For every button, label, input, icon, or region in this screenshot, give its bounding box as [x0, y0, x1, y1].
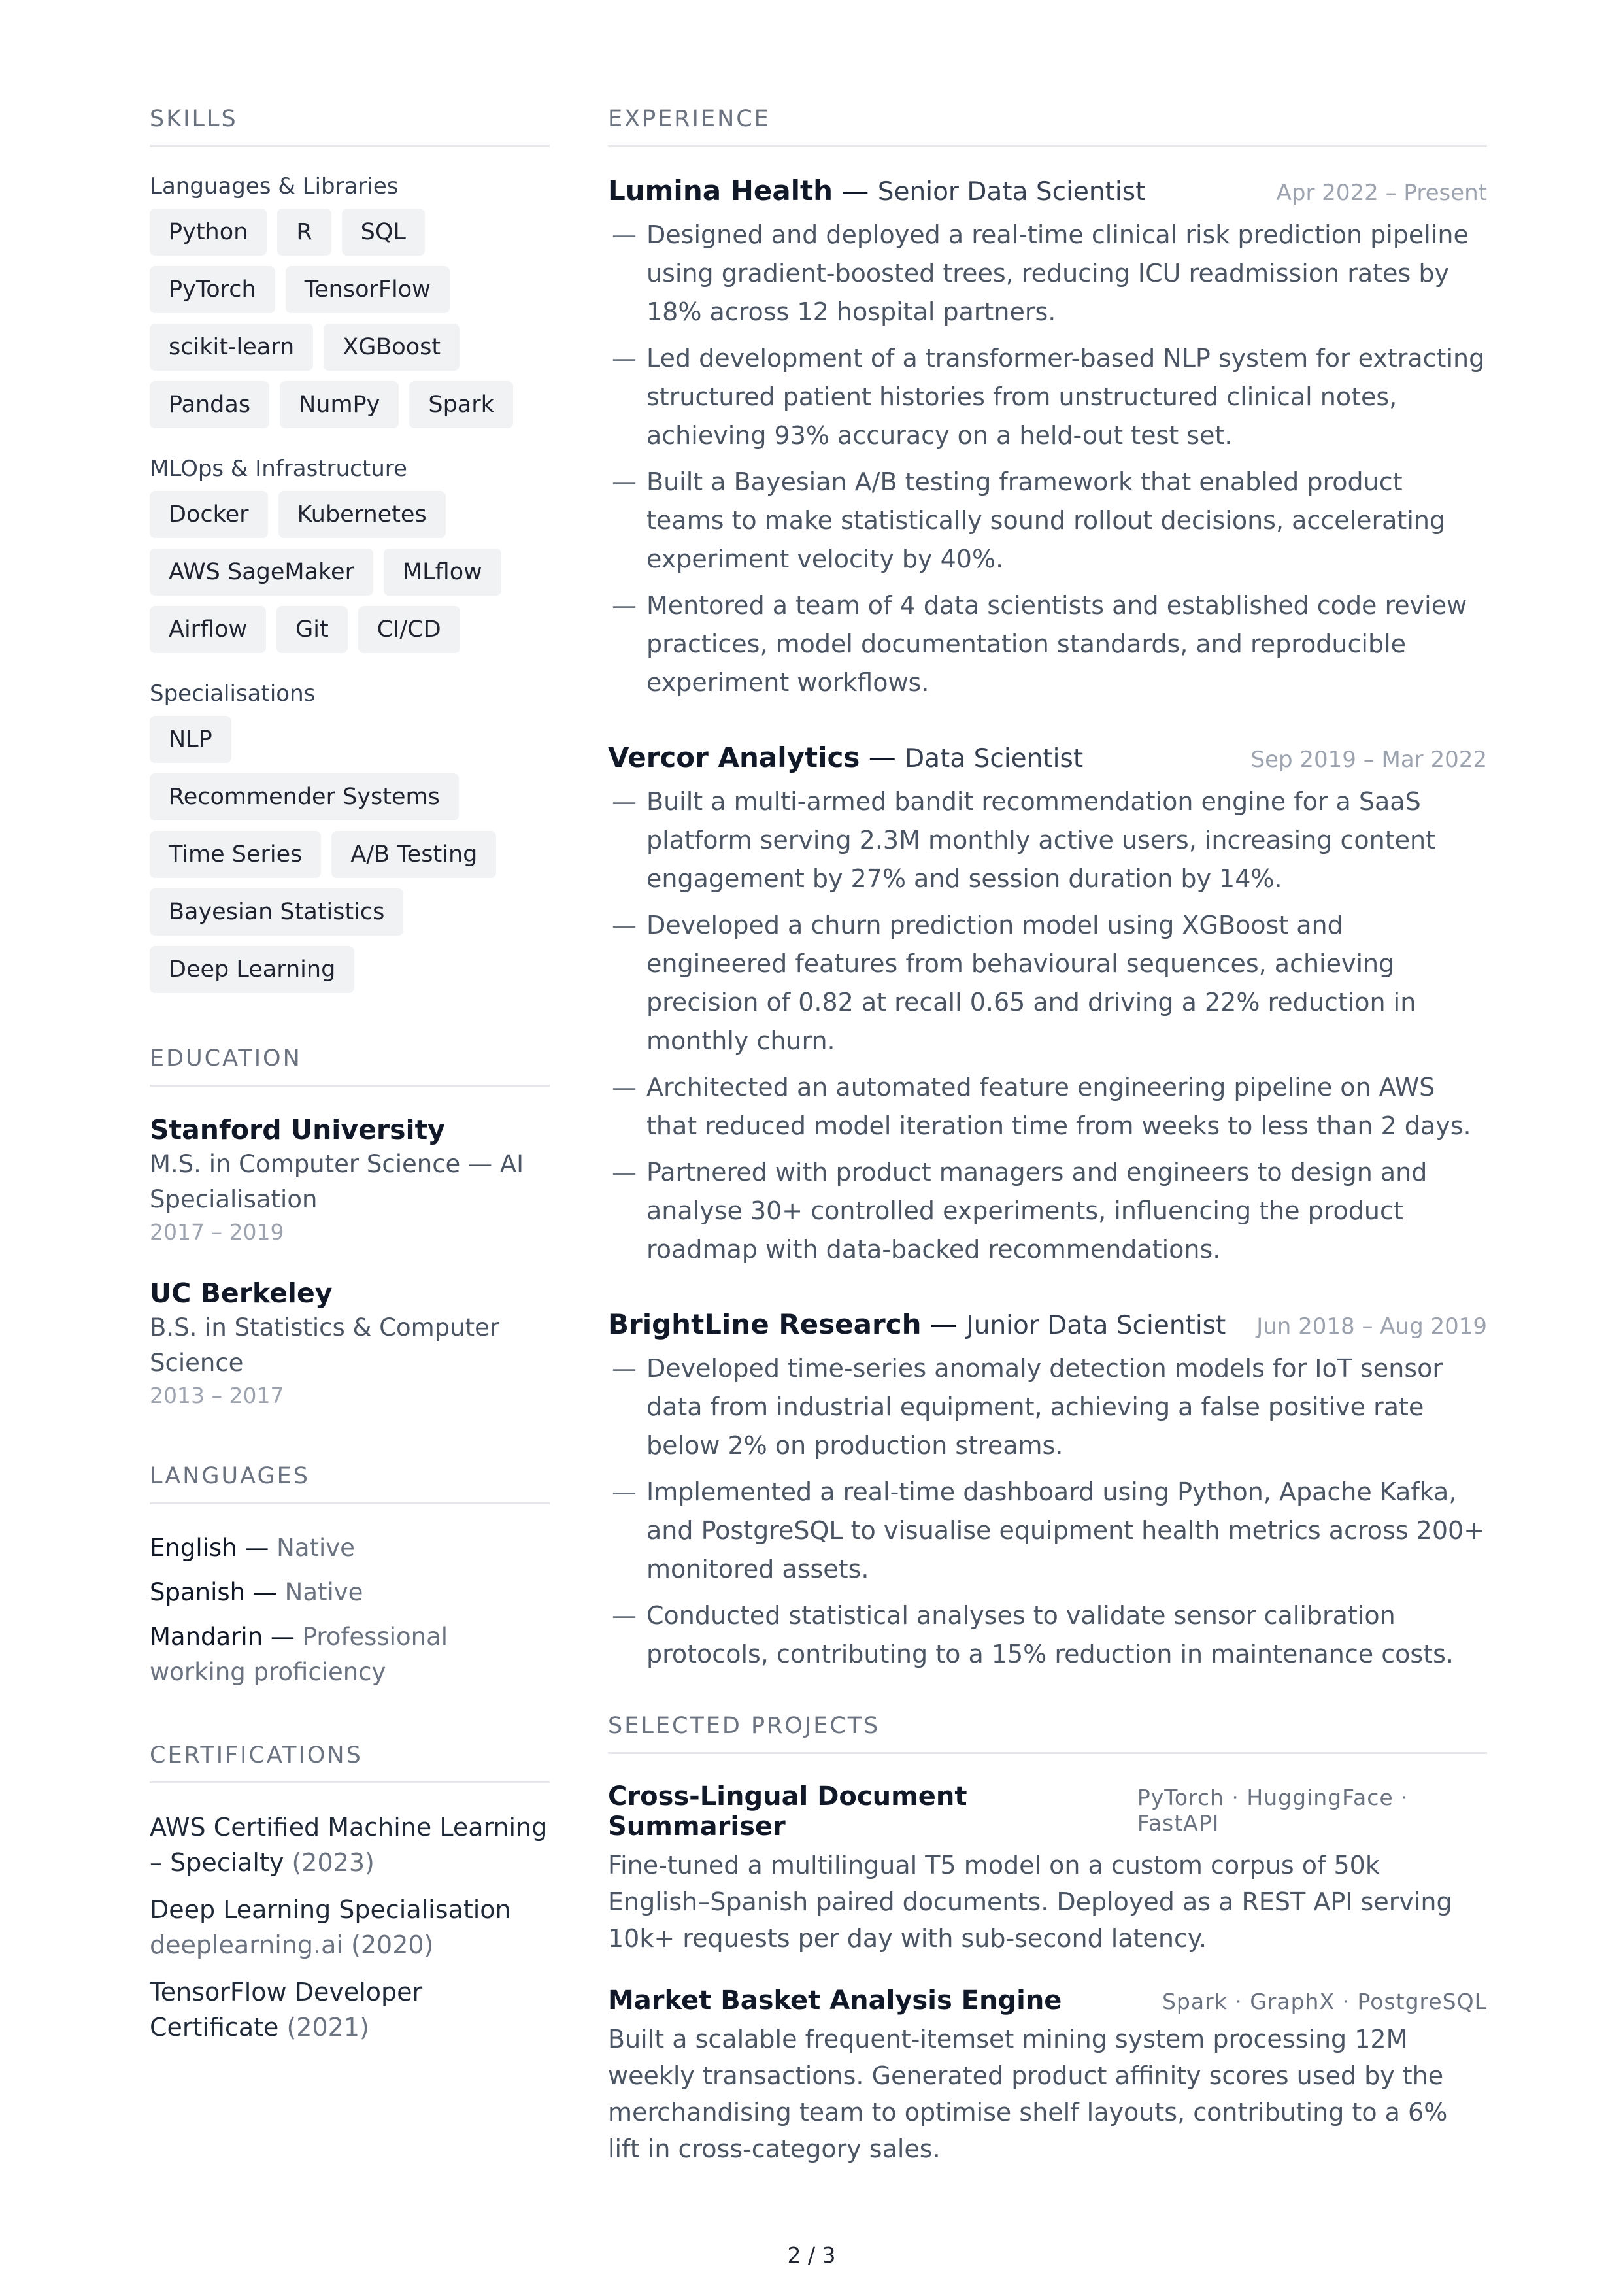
- projects-section: [608, 1713, 1487, 2167]
- language-level: Professional working proficiency: [150, 1623, 448, 1686]
- page-number: 2 / 3: [787, 2242, 836, 2268]
- language-name: Spanish: [150, 1578, 246, 1606]
- job-bullet: — Led development of a transformer-based NLP system for extracting structured patient histories from unstructured clinical notes, achieving 93% accuracy on a held-out test set.: [608, 339, 1487, 455]
- skill-chip: PyTorch: [150, 266, 275, 313]
- job-company: BrightLine Research: [608, 1308, 922, 1340]
- languages-heading: LANGUAGES: [150, 1463, 550, 1504]
- education-item: [150, 1113, 550, 1247]
- education-dates: 2017 – 2019: [150, 1219, 284, 1245]
- job-dates: Jun 2018 – Aug 2019: [1256, 1313, 1487, 1340]
- job-header: [608, 741, 1487, 773]
- skill-chip: Python: [150, 209, 267, 256]
- job-bullet: — Mentored a team of 4 data scientists and established code review practices, model documentation standards, and reproducible experiment workflows.: [608, 586, 1487, 702]
- skill-chip: NLP: [150, 716, 231, 763]
- job-bullet: — Conducted statistical analyses to validate sensor calibration protocols, contributing to a 15% reduction in maintenance costs.: [608, 1596, 1487, 1674]
- experience-heading: EXPERIENCE: [608, 106, 1487, 147]
- skill-chip: MLflow: [384, 549, 501, 596]
- job-role: Senior Data Scientist: [877, 177, 1146, 207]
- skill-chip: Airflow: [150, 606, 266, 653]
- certifications-section: [150, 1742, 550, 2045]
- skill-chip: Recommender Systems: [150, 773, 459, 820]
- certification-item: [150, 1810, 550, 1880]
- job-header: [608, 1308, 1487, 1340]
- job-bullet: — Developed a churn prediction model using XGBoost and engineered features from behavioural sequences, achieving precision of 0.82 at recall 0.65 and driving a 22% reduction in monthly churn.: [608, 906, 1487, 1060]
- certification-name: Deep Learning Specialisation: [150, 1895, 511, 1924]
- job-bullets: [608, 783, 1487, 1269]
- language-item: Mandarin — Professional working proficiency: [150, 1623, 448, 1686]
- school-name: UC Berkeley: [150, 1277, 333, 1309]
- skill-chip: Kubernetes: [278, 491, 446, 538]
- skill-chip: Time Series: [150, 831, 321, 878]
- project-name: Cross-Lingual Document Summariser: [608, 1781, 967, 1842]
- skill-chip: Pandas: [150, 381, 269, 428]
- skill-chip: Docker: [150, 491, 268, 538]
- projects-heading: SELECTED PROJECTS: [608, 1713, 1487, 1754]
- skills-heading: SKILLS: [150, 106, 550, 147]
- education-dates: 2013 – 2017: [150, 1383, 284, 1408]
- skill-chip-list: [150, 209, 550, 428]
- skill-chip-list: [150, 491, 550, 653]
- job-title: Lumina Health — Senior Data Scientist: [608, 175, 1146, 207]
- job-header: [608, 175, 1487, 207]
- skill-chip: scikit-learn: [150, 324, 313, 371]
- certification-name: TensorFlow Developer Certificate: [150, 1978, 423, 2042]
- job-title: Vercor Analytics — Data Scientist: [608, 741, 1084, 773]
- skill-chip: TensorFlow: [286, 266, 450, 313]
- project-entry: [608, 1985, 1487, 2167]
- job-dates: Sep 2019 – Mar 2022: [1250, 747, 1487, 773]
- project-header: [608, 1985, 1487, 2016]
- job-bullet: — Designed and deployed a real-time clinical risk prediction pipeline using gradient-boosted trees, reducing ICU readmission rates by 18% across 12 hospital partners.: [608, 216, 1487, 331]
- job-company: Vercor Analytics: [608, 741, 860, 773]
- project-tech: Spark · GraphX · PostgreSQL: [1162, 1989, 1487, 2014]
- left-column: [150, 106, 550, 2097]
- project-entry: [608, 1781, 1487, 1957]
- skill-chip: CI/CD: [358, 606, 460, 653]
- skill-group-label: Specialisations: [150, 681, 316, 707]
- education-item: [150, 1276, 550, 1411]
- skill-chip: NumPy: [280, 381, 399, 428]
- certification-item: [150, 1974, 550, 2045]
- project-header: [608, 1781, 1487, 1842]
- job-entry: [608, 1308, 1487, 1674]
- certification-item: [150, 1892, 550, 1963]
- degree: B.S. in Statistics & Computer Science: [150, 1313, 500, 1377]
- language-level: Native: [284, 1578, 363, 1606]
- degree: M.S. in Computer Science — AI Specialisation: [150, 1150, 524, 1213]
- skill-chip: Bayesian Statistics: [150, 888, 403, 936]
- job-bullet: — Architected an automated feature engineering pipeline on AWS that reduced model iteration time from weeks to less than 2 days.: [608, 1068, 1487, 1145]
- languages-section: [150, 1463, 550, 1690]
- job-entry: [608, 175, 1487, 702]
- skill-chip: XGBoost: [324, 324, 460, 371]
- job-bullet: — Implemented a real-time dashboard using Python, Apache Kafka, and PostgreSQL to visualise equipment health metrics across 200+ monitored assets.: [608, 1473, 1487, 1589]
- language-item: Spanish — Native: [150, 1578, 363, 1606]
- skill-chip: A/B Testing: [331, 831, 496, 878]
- skills-section: [150, 106, 550, 993]
- job-dates: Apr 2022 – Present: [1276, 180, 1487, 206]
- job-entry: [608, 741, 1487, 1269]
- skill-chip: SQL: [342, 209, 425, 256]
- skill-chip: Git: [276, 606, 348, 653]
- skill-chip: Deep Learning: [150, 946, 354, 993]
- project-name: Market Basket Analysis Engine: [608, 1985, 1062, 2016]
- job-title: BrightLine Research — Junior Data Scientist: [608, 1308, 1226, 1340]
- job-bullets: [608, 1349, 1487, 1674]
- job-role: Data Scientist: [905, 744, 1084, 773]
- project-description: Fine-tuned a multilingual T5 model on a custom corpus of 50k English–Spanish paired documents. Deployed as a REST API serving 10k+ requests per day with sub-second latency.: [608, 1851, 1452, 1953]
- skill-chip: AWS SageMaker: [150, 549, 373, 596]
- education-heading: EDUCATION: [150, 1045, 550, 1087]
- job-bullet: — Partnered with product managers and engineers to design and analyse 30+ controlled experiments, influencing the product roadmap with data-backed recommendations.: [608, 1153, 1487, 1269]
- education-section: [150, 1045, 550, 1411]
- job-bullet: — Developed time-series anomaly detection models for IoT sensor data from industrial equipment, achieving a false positive rate below 2% on production streams.: [608, 1349, 1487, 1465]
- skill-group-label: MLOps & Infrastructure: [150, 456, 407, 482]
- certification-year: (2023): [292, 1848, 375, 1877]
- certification-name: AWS Certified Machine Learning – Specialty: [150, 1813, 548, 1877]
- certification-year: (2021): [286, 2013, 369, 2042]
- language-item: English — Native: [150, 1534, 355, 1562]
- job-role: Junior Data Scientist: [966, 1311, 1226, 1340]
- project-description: Built a scalable frequent-itemset mining system processing 12M weekly transactions. Generated product affinity scores used by the merchandising team to optimise shelf layouts, contributing to a 6% lift in cross-category sales.: [608, 2025, 1448, 2163]
- job-bullets: [608, 216, 1487, 702]
- language-name: English: [150, 1534, 237, 1562]
- language-level: Native: [276, 1534, 355, 1562]
- job-bullet: — Built a multi-armed bandit recommendation engine for a SaaS platform serving 2.3M monthly active users, increasing content engagement by 27% and session duration by 14%.: [608, 783, 1487, 898]
- job-company: Lumina Health: [608, 175, 833, 207]
- skill-chip: Spark: [409, 381, 513, 428]
- certification-year: deeplearning.ai (2020): [150, 1931, 434, 1959]
- project-tech: PyTorch · HuggingFace · FastAPI: [1137, 1785, 1409, 1836]
- skill-group-label: Languages & Libraries: [150, 173, 399, 199]
- certifications-heading: CERTIFICATIONS: [150, 1742, 550, 1783]
- right-column: [608, 106, 1487, 2196]
- skill-chip-list: [150, 716, 550, 993]
- school-name: Stanford University: [150, 1114, 445, 1145]
- skill-chip: R: [277, 209, 331, 256]
- language-name: Mandarin: [150, 1623, 263, 1651]
- job-bullet: — Built a Bayesian A/B testing framework that enabled product teams to make statistically sound rollout decisions, accelerating experiment velocity by 40%.: [608, 463, 1487, 579]
